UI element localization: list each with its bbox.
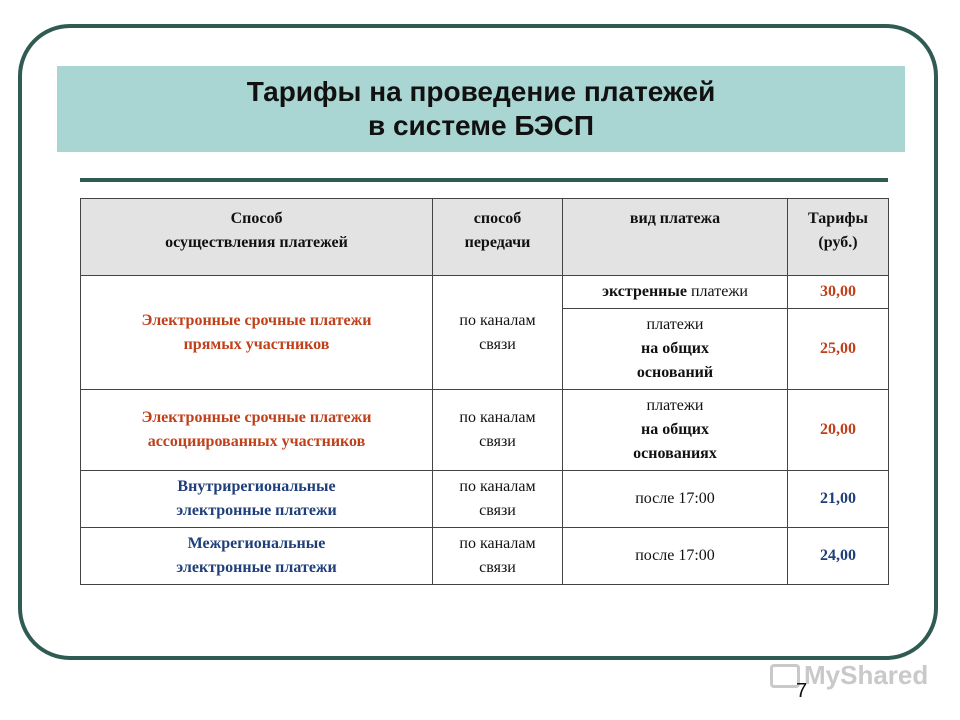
method-cell [81, 276, 433, 390]
payment-type-cell [563, 390, 788, 471]
header-channel-line-1: способ [473, 210, 522, 227]
watermark-text: MyShared [804, 660, 929, 690]
table-row [81, 471, 889, 528]
payment-type-rest: платежи [686, 283, 748, 300]
channel-line-2: связи [479, 559, 516, 576]
tariff-cell: 20,00 [788, 390, 889, 471]
method-line-2: прямых участников [183, 335, 330, 353]
tariff-cell: 25,00 [788, 309, 889, 390]
slide-title-line-1: Тарифы на проведение платежей [246, 76, 716, 107]
method-line-1: Электронные срочные платежи [141, 311, 372, 329]
method-line-2: электронные платежи [176, 559, 337, 576]
table-row [81, 276, 889, 309]
channel-cell [433, 528, 563, 585]
table-header-row [81, 199, 889, 276]
header-method-line-1: Способ [230, 210, 283, 227]
header-method [81, 199, 433, 276]
method-line-1: Межрегиональные [187, 535, 326, 552]
header-method-line-2: осуществления платежей [165, 234, 348, 251]
method-line-1: Электронные срочные платежи [141, 409, 372, 426]
method-cell [81, 528, 433, 585]
header-tariff-line-2: (руб.) [818, 234, 858, 251]
channel-cell [433, 390, 563, 471]
table-row [81, 528, 889, 585]
channel-line-2: связи [479, 502, 516, 519]
method-line-2: электронные платежи [176, 502, 337, 519]
payment-type-line-2: на общих [641, 421, 709, 438]
header-channel-line-2: передачи [464, 234, 531, 251]
tariffs-table [80, 198, 889, 585]
payment-type-bold: экстренные [602, 283, 687, 300]
method-line-2: ассоциированных участников [147, 433, 366, 450]
divider-rule [80, 178, 888, 182]
tariff-cell: 30,00 [788, 276, 889, 309]
channel-line-2: связи [479, 433, 516, 450]
payment-type-cell [563, 276, 788, 309]
channel-line-1: по каналам [459, 478, 536, 495]
channel-line-1: по каналам [459, 535, 536, 552]
payment-type-line-1: платежи [646, 316, 704, 333]
channel-cell [433, 276, 563, 390]
method-cell [81, 390, 433, 471]
header-tariff-line-1: Тарифы [808, 210, 868, 227]
payment-type-line-2: на общих [641, 340, 709, 357]
channel-cell [433, 471, 563, 528]
payment-type-cell: после 17:00 [563, 528, 788, 585]
channel-line-2: связи [479, 335, 516, 353]
method-cell [81, 471, 433, 528]
slide-title-line-2: в системе БЭСП [367, 110, 595, 141]
header-payment-type [563, 199, 788, 276]
method-line-1: Внутрирегиональные [177, 478, 336, 495]
header-payment-type-line-1: вид платежа [629, 210, 721, 227]
payment-type-line-3: основаниях [633, 445, 717, 462]
payment-type-cell [563, 309, 788, 390]
page-number: 7 [796, 680, 808, 702]
payment-type-cell: после 17:00 [563, 471, 788, 528]
watermark [770, 660, 928, 691]
table-row [81, 390, 889, 471]
title-band [57, 66, 905, 152]
payment-type-line-1: платежи [646, 397, 704, 414]
channel-line-1: по каналам [459, 409, 536, 426]
payment-type-line-3: оснований [636, 364, 714, 381]
channel-line-1: по каналам [459, 311, 536, 329]
header-tariff [788, 199, 889, 276]
tariff-cell: 24,00 [788, 528, 889, 585]
tariff-cell: 21,00 [788, 471, 889, 528]
header-channel [433, 199, 563, 276]
